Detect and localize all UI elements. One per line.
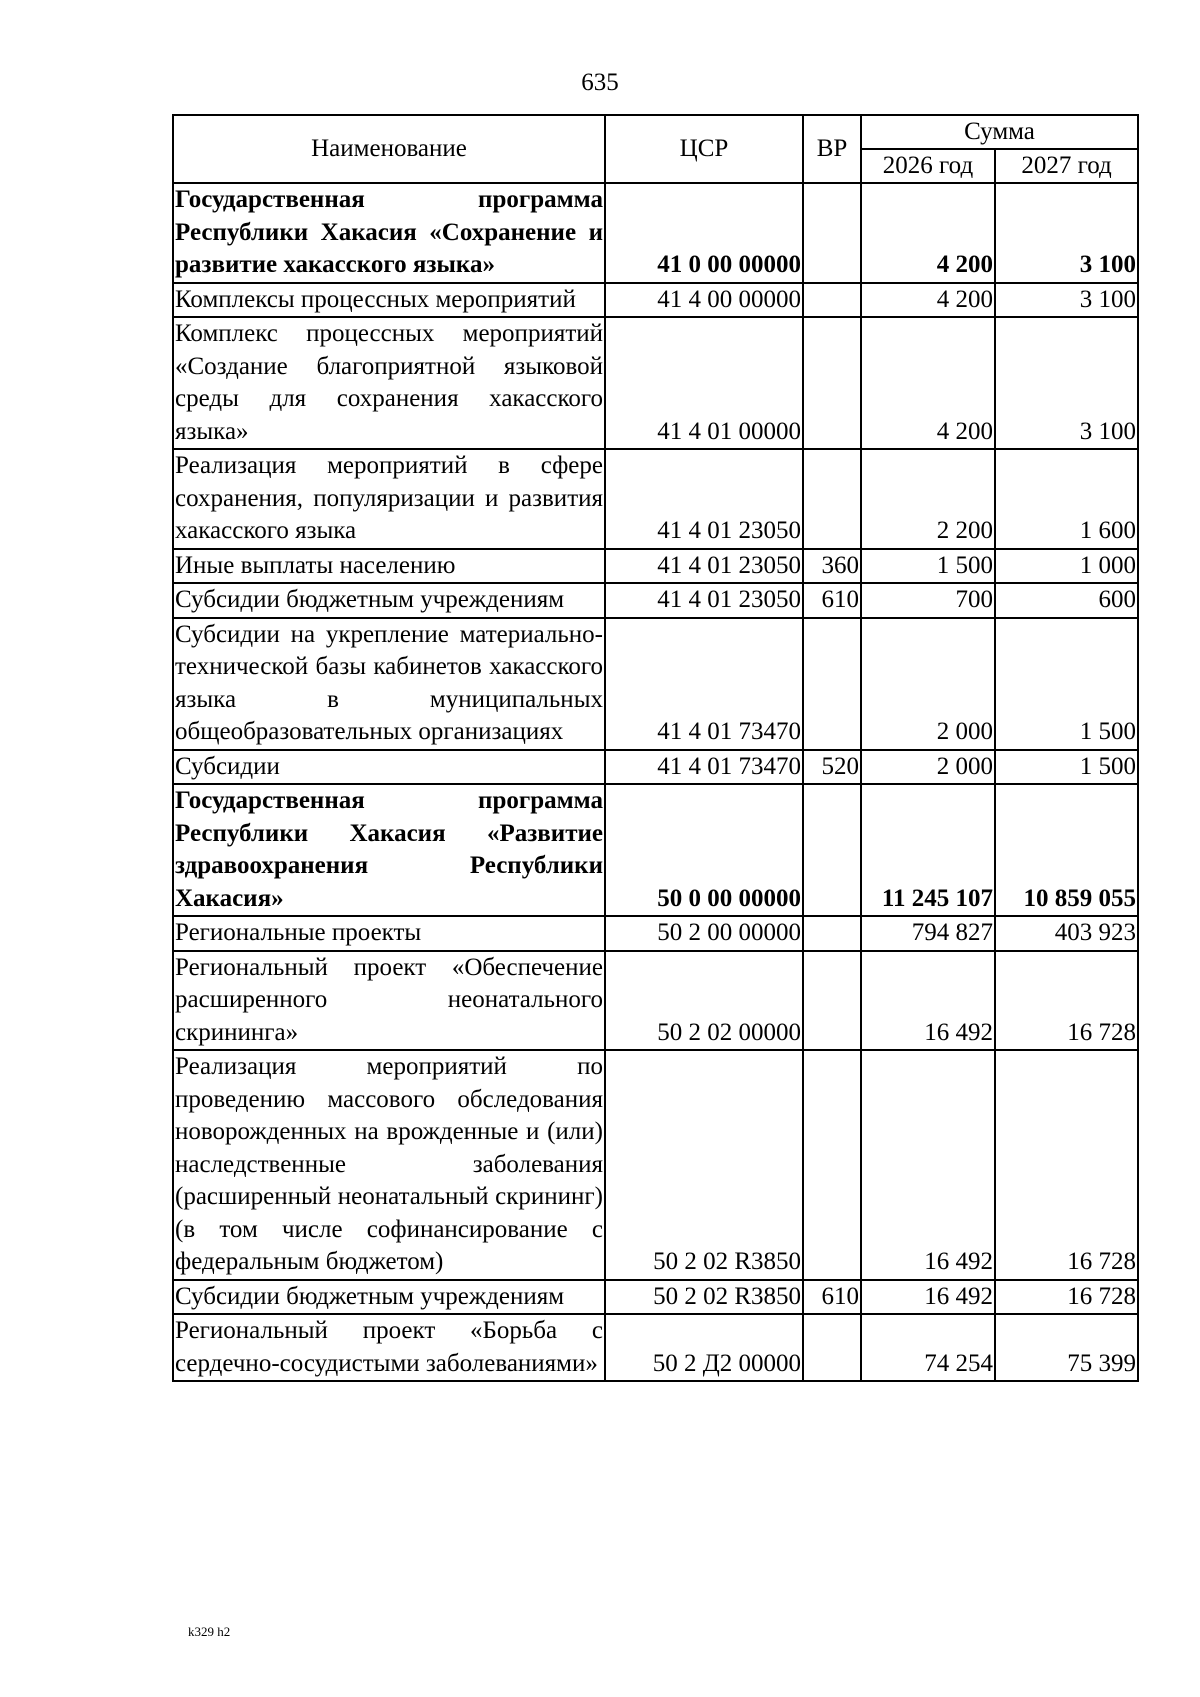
row-csr: 50 2 Д2 00000 (605, 1314, 803, 1381)
row-name: Региональный проект «Борьба с сердечно-сосудистыми заболеваниями» (173, 1314, 605, 1381)
row-csr: 41 4 01 23050 (605, 583, 803, 618)
row-csr: 41 4 01 00000 (605, 317, 803, 449)
header-name: Наименование (173, 115, 605, 183)
row-sum-2026: 16 492 (861, 951, 995, 1051)
table-row (173, 618, 1138, 750)
row-vr (803, 283, 861, 318)
row-sum-2027: 600 (995, 583, 1138, 618)
row-vr: 520 (803, 750, 861, 785)
row-sum-2026: 11 245 107 (861, 784, 995, 916)
row-vr (803, 951, 861, 1051)
row-vr (803, 618, 861, 750)
row-sum-2026: 700 (861, 583, 995, 618)
row-name: Государственная программа Республики Хакасия «Развитие здравоохранения Республики Хакасия» (173, 784, 605, 916)
row-vr (803, 183, 861, 283)
row-name: Региональный проект «Обеспечение расширенного неонатального скрининга» (173, 951, 605, 1051)
row-csr: 41 4 00 00000 (605, 283, 803, 318)
row-name: Государственная программа Республики Хакасия «Сохранение и развитие хакасского языка» (173, 183, 605, 283)
header-row-1 (173, 115, 1138, 149)
row-csr: 50 2 02 R3850 (605, 1050, 803, 1280)
row-sum-2026: 4 200 (861, 283, 995, 318)
row-sum-2027: 3 100 (995, 183, 1138, 283)
header-csr: ЦСР (605, 115, 803, 183)
footer-code: k329 h2 (188, 1624, 231, 1639)
header-year-2026: 2026 год (861, 149, 995, 183)
row-csr: 41 4 01 23050 (605, 549, 803, 584)
row-sum-2027: 403 923 (995, 916, 1138, 951)
row-sum-2027: 3 100 (995, 317, 1138, 449)
row-sum-2026: 4 200 (861, 183, 995, 283)
row-sum-2027: 16 728 (995, 951, 1138, 1051)
page-number: 635 (581, 69, 619, 96)
row-sum-2026: 2 000 (861, 618, 995, 750)
row-sum-2026: 4 200 (861, 317, 995, 449)
row-csr: 50 2 00 00000 (605, 916, 803, 951)
table-row (173, 1314, 1138, 1381)
row-name: Комплекс процессных мероприятий «Создание благоприятной языковой среды для сохранения хакасского языка» (173, 317, 605, 449)
table-row (173, 916, 1138, 951)
row-vr: 610 (803, 583, 861, 618)
table-row (173, 283, 1138, 318)
row-sum-2027: 16 728 (995, 1280, 1138, 1315)
row-csr: 50 2 02 R3850 (605, 1280, 803, 1315)
row-vr (803, 784, 861, 916)
table-row (173, 583, 1138, 618)
row-sum-2026: 2 200 (861, 449, 995, 549)
row-vr (803, 1050, 861, 1280)
row-name: Субсидии бюджетным учреждениям (173, 583, 605, 618)
header-year-2027: 2027 год (995, 149, 1138, 183)
table-row (173, 183, 1138, 283)
table-row (173, 549, 1138, 584)
row-name: Реализация мероприятий по проведению массового обследования новорожденных на врожденные и (или) наследственные заболевания (расширенный неонатальный скрининг) (в том числе софинансирование с федеральным бюджетом) (173, 1050, 605, 1280)
table-row (173, 317, 1138, 449)
row-sum-2027: 1 600 (995, 449, 1138, 549)
row-sum-2026: 794 827 (861, 916, 995, 951)
row-csr: 41 4 01 23050 (605, 449, 803, 549)
row-vr: 610 (803, 1280, 861, 1315)
row-name: Реализация мероприятий в сфере сохранения, популяризации и развития хакасского языка (173, 449, 605, 549)
row-sum-2027: 3 100 (995, 283, 1138, 318)
row-name: Субсидии (173, 750, 605, 785)
row-csr: 41 0 00 00000 (605, 183, 803, 283)
table-row (173, 951, 1138, 1051)
table-row (173, 449, 1138, 549)
row-vr (803, 449, 861, 549)
budget-table (172, 114, 1139, 1382)
row-name: Региональные проекты (173, 916, 605, 951)
table-row (173, 784, 1138, 916)
table-row (173, 1280, 1138, 1315)
row-sum-2026: 16 492 (861, 1280, 995, 1315)
row-vr (803, 317, 861, 449)
header-vr: ВР (803, 115, 861, 183)
row-sum-2027: 16 728 (995, 1050, 1138, 1280)
row-sum-2026: 2 000 (861, 750, 995, 785)
row-name: Иные выплаты населению (173, 549, 605, 584)
row-sum-2026: 16 492 (861, 1050, 995, 1280)
row-sum-2027: 1 500 (995, 618, 1138, 750)
row-name: Комплексы процессных мероприятий (173, 283, 605, 318)
row-name: Субсидии бюджетным учреждениям (173, 1280, 605, 1315)
table-body (173, 183, 1138, 1381)
row-sum-2027: 10 859 055 (995, 784, 1138, 916)
row-sum-2027: 1 000 (995, 549, 1138, 584)
row-csr: 50 2 02 00000 (605, 951, 803, 1051)
row-sum-2027: 75 399 (995, 1314, 1138, 1381)
row-sum-2026: 74 254 (861, 1314, 995, 1381)
row-csr: 41 4 01 73470 (605, 618, 803, 750)
table-row (173, 750, 1138, 785)
row-vr: 360 (803, 549, 861, 584)
row-name: Субсидии на укрепление материально-технической базы кабинетов хакасского языка в муниципальных общеобразовательных организациях (173, 618, 605, 750)
row-sum-2027: 1 500 (995, 750, 1138, 785)
row-vr (803, 1314, 861, 1381)
row-vr (803, 916, 861, 951)
row-csr: 50 0 00 00000 (605, 784, 803, 916)
row-sum-2026: 1 500 (861, 549, 995, 584)
table-row (173, 1050, 1138, 1280)
row-csr: 41 4 01 73470 (605, 750, 803, 785)
header-sum: Сумма (861, 115, 1138, 149)
